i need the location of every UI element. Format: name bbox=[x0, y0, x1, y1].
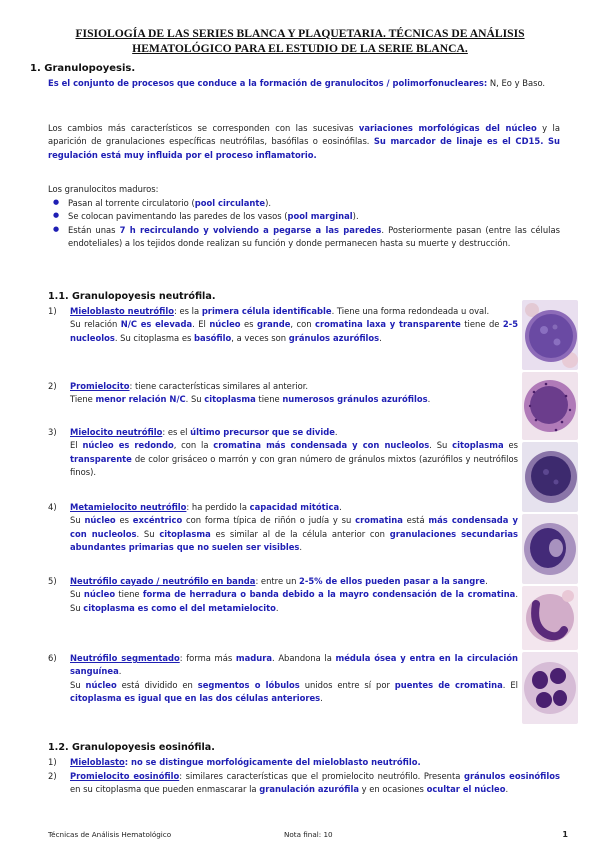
definition-rest: N, Eo y Baso. bbox=[487, 78, 546, 88]
stage-number: 6) bbox=[48, 653, 57, 663]
stage-number: 2) bbox=[48, 381, 57, 391]
stage-term: Neutrófilo segmentado bbox=[70, 653, 180, 663]
stage-promielocito: 2) Promielocito: tiene características similares al anterior. Tiene menor relación N/C. Su citoplasma tiene numerosos gránulos azurófilos. bbox=[48, 381, 431, 405]
list-item: ● Pasan al torrente circulatorio (pool circulante). bbox=[48, 197, 560, 210]
stage-number: 1) bbox=[48, 757, 57, 767]
stage-number: 2) bbox=[48, 771, 57, 781]
stage-mieloblasto-neutrofilo: 1) Mieloblasto neutrófilo: es la primera célula identificable. Tiene una forma redondeada u oval. Su relación N/C es elevada. El núcleo es grande, con cromatina laxa y transparente tiene de 2-5 nucleolos. Su citoplasma es basófilo, a veces son gránulos azurófilos. bbox=[48, 306, 519, 343]
mature-granulocytes-intro: Los granulocitos maduros: bbox=[48, 184, 159, 194]
changes-text-b: variaciones morfológicas del núcleo bbox=[358, 123, 537, 133]
changes-text-d: Su marcador de linaje es el CD15. Su regulación está muy influida por el proceso inflamatorio. bbox=[48, 136, 560, 160]
promielocito-micrograph bbox=[522, 372, 578, 440]
mielocito-micrograph bbox=[522, 442, 578, 512]
changes-paragraph bbox=[48, 122, 560, 162]
page-number: 1 bbox=[562, 830, 568, 839]
stage-neutrofilo-segmentado: 6) Neutrófilo segmentado: forma más madura. Abandona la médula ósea y entra en la circulación sanguínea. Su núcleo está dividido en segmentos o lóbulos unidos entre sí por puentes de cromatina. El citoplasma es igual que en las dos células anteriores. bbox=[48, 653, 518, 703]
stage-term: Promielocito bbox=[70, 381, 130, 391]
changes-text-c: y la aparición de granulaciones específicas neutrófilas, basófilas o eosinófilas. bbox=[48, 123, 560, 147]
stage-term: Mieloblasto bbox=[70, 757, 125, 767]
stage-number: 3) bbox=[48, 427, 57, 437]
eos-stage-mieloblasto: 1) Mieloblasto: no se distingue morfológicamente del mieloblasto neutrófilo. bbox=[48, 756, 560, 769]
definition-bold: Es el conjunto de procesos que conduce a la formación de granulocitos / polimorfonucleares: bbox=[48, 78, 488, 88]
list-item: ● Están unas 7 h recirculando y volviendo a pegarse a las paredes. Posteriormente pasan (entre las células endoteliales) a los tejidos donde realizan su función y donde permanecen hasta su muerte y destrucción. bbox=[48, 224, 560, 251]
definition-paragraph bbox=[48, 77, 560, 90]
section-heading-granulopoyesis: 1. Granulopoyesis. bbox=[30, 63, 136, 74]
stage-term: Mielocito neutrófilo bbox=[70, 427, 163, 437]
title-line-1: FISIOLOGÍA DE LAS SERIES BLANCA Y PLAQUETARIA. TÉCNICAS DE ANÁLISIS bbox=[75, 27, 525, 40]
mature-granulocytes-list bbox=[48, 197, 560, 250]
cayado-micrograph bbox=[522, 586, 578, 650]
eos-stage-promielocito: 2) Promielocito eosinófilo: similares características que el promielocito neutrófilo. Presenta gránulos eosinófilos en su citoplasma que pueden enmascarar la granulación azurófila y en ocasiones ocultar el núcleo. bbox=[48, 771, 560, 795]
footer-grade: Nota final: 10 bbox=[284, 830, 333, 839]
changes-text-a: Los cambios más característicos se corresponden con las sucesivas bbox=[48, 123, 359, 133]
stage-number: 5) bbox=[48, 576, 57, 586]
list-item: ● Se colocan pavimentando las paredes de los vasos (pool marginal). bbox=[48, 210, 560, 223]
stage-number: 4) bbox=[48, 502, 57, 512]
stage-term: Metamielocito neutrófilo bbox=[70, 502, 187, 512]
title-line-2: HEMATOLÓGICO PARA EL ESTUDIO DE LA SERIE BLANCA. bbox=[132, 42, 468, 56]
stage-term: Mieloblasto neutrófilo bbox=[70, 306, 175, 316]
stage-neutrofilo-cayado: 5) Neutrófilo cayado / neutrófilo en banda: entre un 2-5% de ellos pueden pasar a la sangre. Su núcleo tiene forma de herradura o banda debido a la mayro condensación de la cromatina. Su citoplasma es como el del metamielocito. bbox=[48, 576, 518, 613]
metamielocito-micrograph bbox=[522, 514, 578, 584]
mieloblasto-micrograph bbox=[522, 300, 578, 370]
stage-number: 1) bbox=[48, 306, 57, 316]
section-heading-neutrofila: 1.1. Granulopoyesis neutrófila. bbox=[48, 291, 216, 302]
footer-subject: Técnicas de Análisis Hematológico bbox=[48, 830, 172, 839]
stage-term: Promielocito eosinófilo bbox=[70, 771, 180, 781]
segmentado-micrograph bbox=[522, 652, 578, 724]
stage-term: Neutrófilo cayado / neutrófilo en banda bbox=[70, 576, 256, 586]
stage-metamielocito-neutrofilo: 4) Metamielocito neutrófilo: ha perdido la capacidad mitótica. Su núcleo es excéntrico con forma típica de riñón o judía y su cromatina está más condensada y con nucleolos. Su citoplasma es similar al de la célula anterior con granulaciones secundarias abundantes primarias que no suelen ser visibles. bbox=[48, 502, 518, 552]
section-heading-eosinofila: 1.2. Granulopoyesis eosinófila. bbox=[48, 742, 215, 753]
stage-mielocito-neutrofilo: 3) Mielocito neutrófilo: es el último precursor que se divide. El núcleo es redondo, con la cromatina más condensada y con nucleolos. Su citoplasma es transparente de color grisáceo o marrón y con gran número de gránulos mixtos (azurófilos y neutrófilos finos). bbox=[48, 427, 518, 477]
document-title bbox=[40, 26, 560, 57]
